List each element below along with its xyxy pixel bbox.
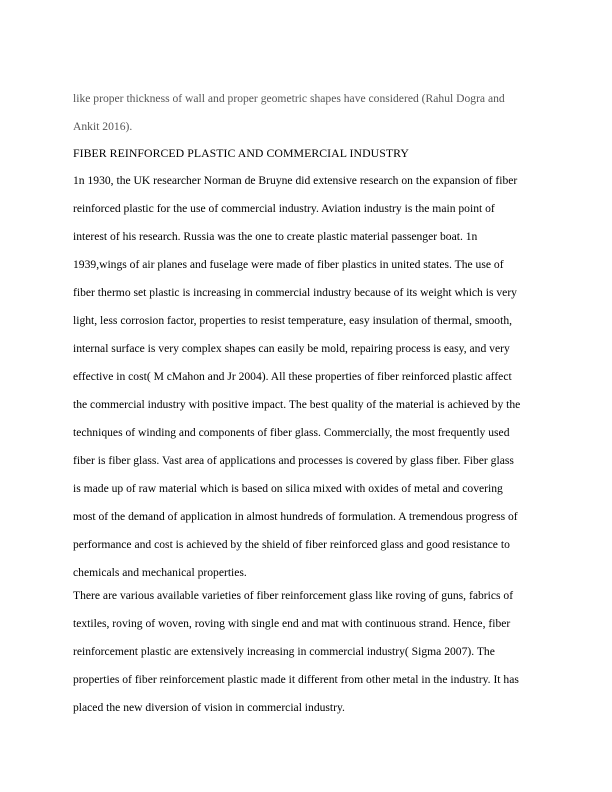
paragraph-line: 1939,wings of air planes and fuselage were made of fiber plastics in united states. The use of bbox=[73, 258, 504, 271]
paragraph-line: textiles, roving of woven, roving with single end and mat with continuous strand. Hence, fiber bbox=[73, 617, 511, 630]
paragraph-line: the commercial industry with positive impact. The best quality of the material is achieved by the bbox=[73, 398, 521, 411]
paragraph-line: reinforcement plastic are extensively increasing in commercial industry( Sigma 2007). The bbox=[73, 645, 495, 658]
paragraph-line: is made up of raw material which is based on silica mixed with oxides of metal and covering bbox=[73, 482, 503, 495]
paragraph-line: There are various available varieties of fiber reinforcement glass like roving of guns, fabrics of bbox=[73, 589, 514, 602]
paragraph-line: internal surface is very complex shapes can easily be mold, repairing process is easy, and very bbox=[73, 342, 510, 355]
paragraph-line: effective in cost( M cMahon and Jr 2004). All these properties of fiber reinforced plastic affect bbox=[73, 370, 512, 383]
paragraph-line: fiber thermo set plastic is increasing in commercial industry because of its weight which is very bbox=[73, 286, 517, 299]
paragraph-line: techniques of winding and components of fiber glass. Commercially, the most frequently used bbox=[73, 426, 510, 439]
intro-line: like proper thickness of wall and proper geometric shapes have considered (Rahul Dogra and bbox=[73, 92, 505, 105]
paragraph-line: reinforced plastic for the use of commercial industry. Aviation industry is the main point of bbox=[73, 202, 495, 215]
section-heading: FIBER REINFORCED PLASTIC AND COMMERCIAL INDUSTRY bbox=[73, 146, 409, 160]
paragraph-line: chemicals and mechanical properties. bbox=[73, 566, 247, 579]
paragraph-line: light, less corrosion factor, properties to resist temperature, easy insulation of thermal, smooth, bbox=[73, 314, 513, 327]
paragraph-line: interest of his research. Russia was the one to create plastic material passenger boat. 1n bbox=[73, 230, 478, 243]
paragraph-line: performance and cost is achieved by the shield of fiber reinforced glass and good resistance to bbox=[73, 538, 510, 551]
intro-line: Ankit 2016). bbox=[73, 120, 133, 133]
paragraph-line: properties of fiber reinforcement plastic made it different from other metal in the industry. It has bbox=[73, 673, 519, 686]
paragraph-line: fiber is fiber glass. Vast area of applications and processes is covered by glass fiber. Fiber glass bbox=[73, 454, 514, 467]
paragraph-line: most of the demand of application in almost hundreds of formulation. A tremendous progress of bbox=[73, 510, 518, 523]
paragraph-line: placed the new diversion of vision in commercial industry. bbox=[73, 701, 345, 714]
paragraph-line: 1n 1930, the UK researcher Norman de Bruyne did extensive research on the expansion of fiber bbox=[73, 174, 518, 187]
